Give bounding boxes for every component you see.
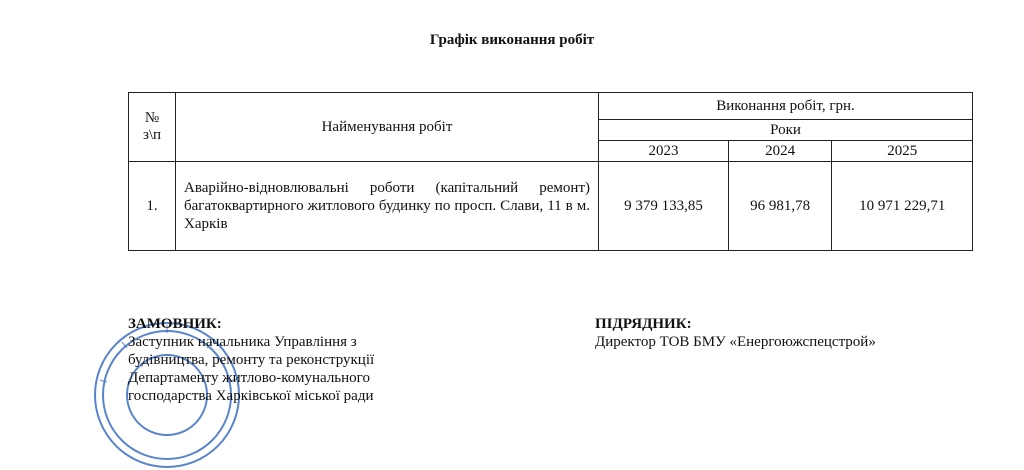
header-year-2024: 2024 bbox=[728, 141, 831, 162]
contractor-label: ПІДРЯДНИК: bbox=[595, 316, 692, 332]
table-row bbox=[129, 162, 973, 251]
customer-line: Департаменту житлово-комунального bbox=[128, 370, 370, 386]
customer-line: Заступник начальника Управління з bbox=[128, 334, 357, 350]
row-value-2025: 10 971 229,71 bbox=[832, 162, 973, 251]
header-year-2025: 2025 bbox=[832, 141, 973, 162]
header-years: Роки bbox=[599, 120, 973, 141]
contractor-block bbox=[595, 315, 955, 351]
customer-line: господарства Харківської міської ради bbox=[128, 388, 374, 404]
page-title: Графік виконання робіт bbox=[429, 32, 595, 48]
header-execution: Виконання робіт, грн. bbox=[599, 93, 973, 120]
header-work-name: Найменування робіт bbox=[176, 93, 599, 162]
customer-label: ЗАМОВНИК: bbox=[128, 316, 222, 332]
customer-block bbox=[128, 315, 448, 405]
row-value-2023: 9 379 133,85 bbox=[599, 162, 729, 251]
header-year-2023: 2023 bbox=[599, 141, 729, 162]
customer-line: будівництва, ремонту та реконструкції bbox=[128, 352, 375, 368]
contractor-position: Директор ТОВ БМУ «Енергоюжспецстрой» bbox=[595, 334, 876, 350]
row-number: 1. bbox=[129, 162, 176, 251]
header-number: № з\п bbox=[129, 93, 176, 162]
row-value-2024: 96 981,78 bbox=[728, 162, 831, 251]
work-schedule-table bbox=[128, 92, 973, 251]
row-work-name: Аварійно-відновлювальні роботи (капітальний ремонт) багатоквартирного житлового будинку по просп. Слави, 11 в м. Харків bbox=[176, 162, 599, 251]
